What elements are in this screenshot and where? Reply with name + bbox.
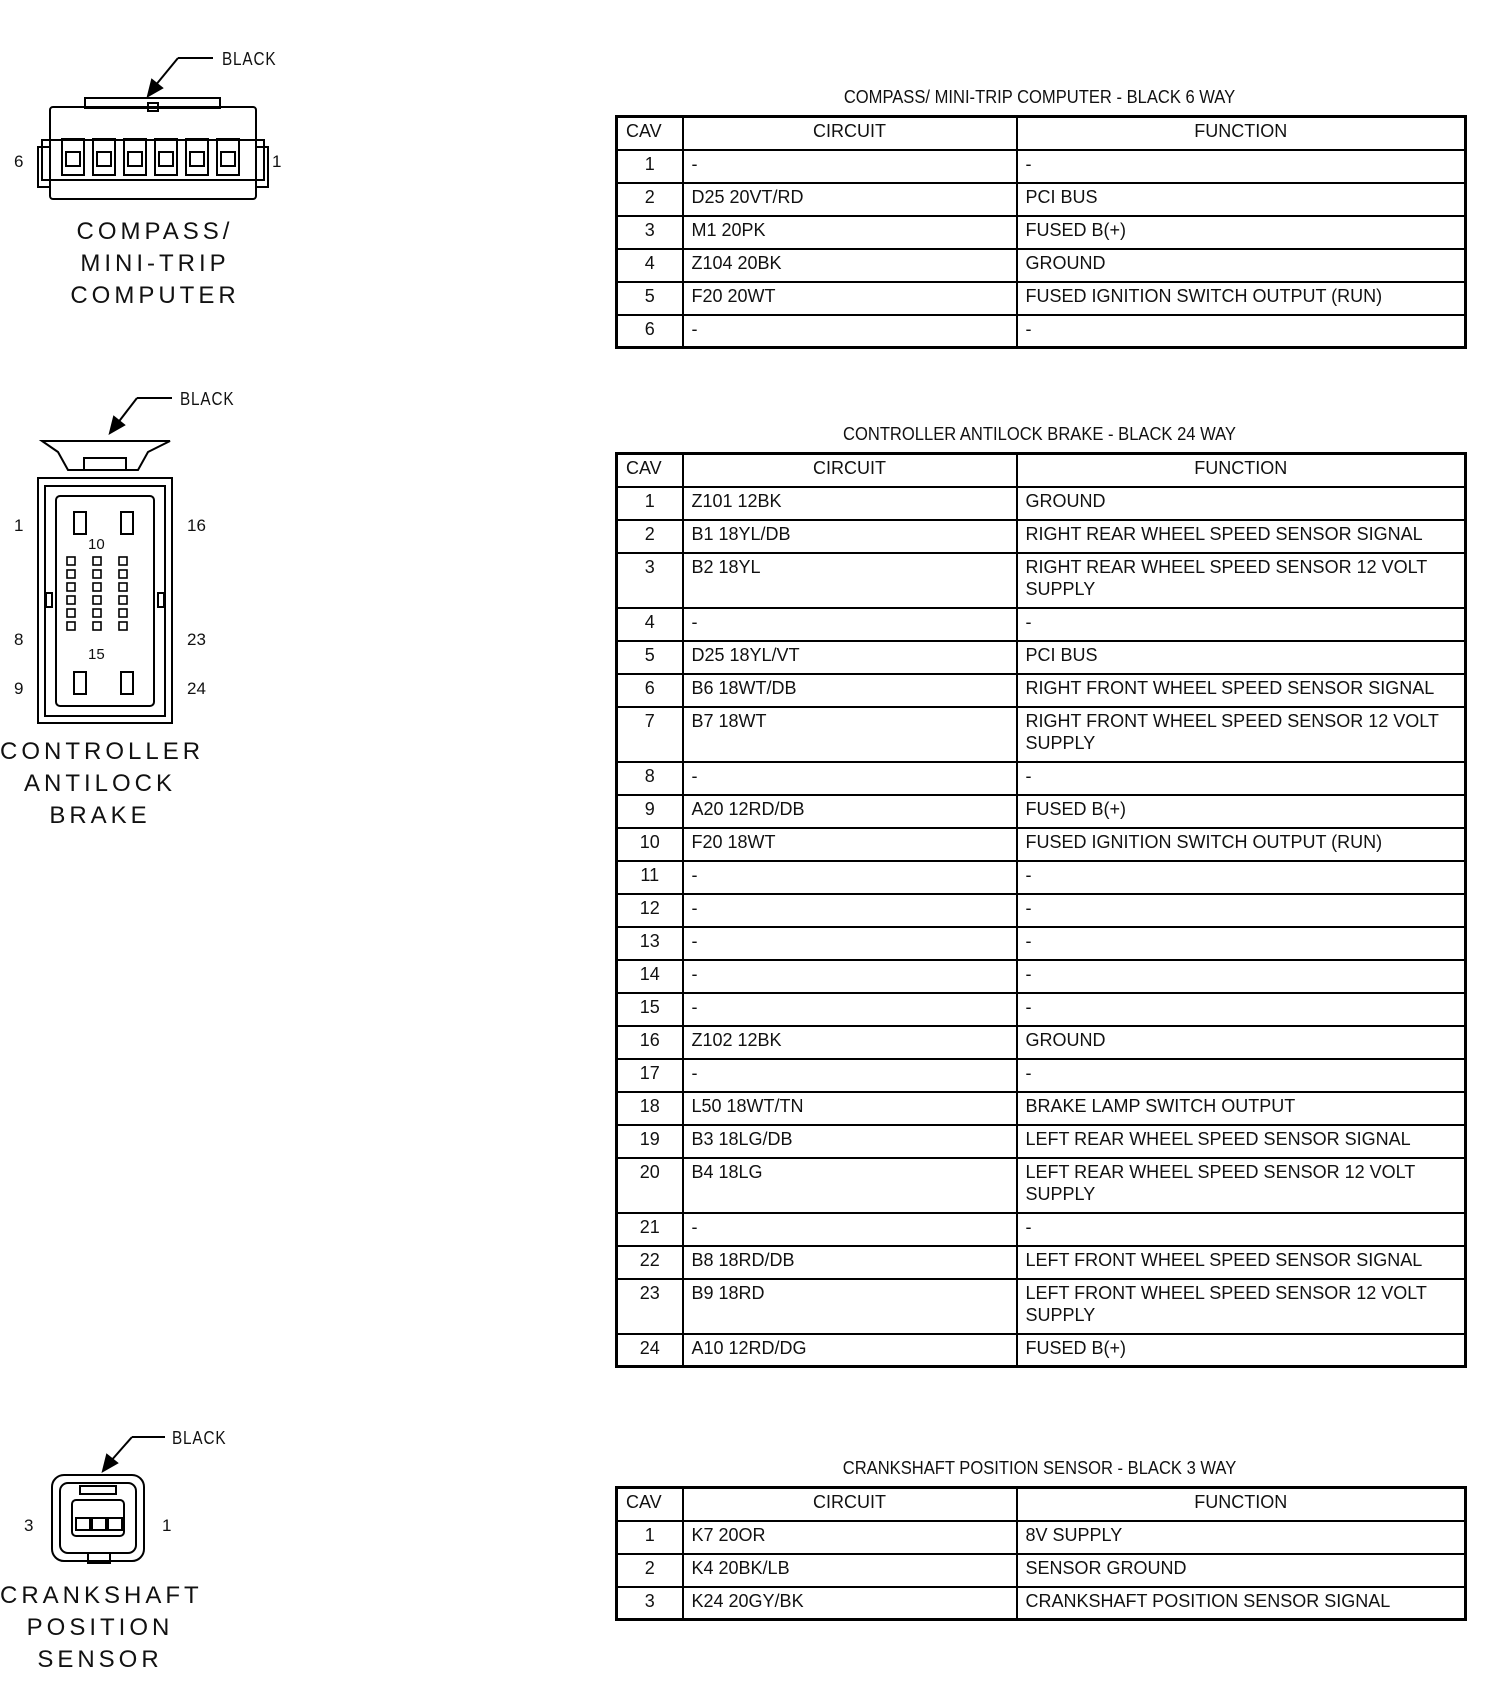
function-cell: -: [1017, 960, 1466, 993]
cav-cell: 19: [617, 1125, 683, 1158]
header-function: FUNCTION: [1017, 117, 1466, 150]
cav-cell: 3: [617, 1587, 683, 1620]
function-cell: LEFT FRONT WHEEL SPEED SENSOR SIGNAL: [1017, 1246, 1466, 1279]
function-cell: BRAKE LAMP SWITCH OUTPUT: [1017, 1092, 1466, 1125]
cav-cell: 2: [617, 1554, 683, 1587]
cav-cell: 2: [617, 520, 683, 553]
abs-connector-name: [0, 736, 205, 832]
circuit-cell: B1 18YL/DB: [683, 520, 1017, 553]
crank-connector-name: [0, 1580, 203, 1676]
function-cell: -: [1017, 762, 1466, 795]
cav-cell: 4: [617, 249, 683, 282]
table-row: [617, 641, 1466, 674]
abs-pin-10-label: 10: [88, 536, 105, 553]
function-cell: -: [1017, 150, 1466, 183]
function-cell: FUSED B(+): [1017, 216, 1466, 249]
function-cell: -: [1017, 1059, 1466, 1092]
table-row: [617, 1092, 1466, 1125]
table-row: [617, 993, 1466, 1026]
abs-pin-24-label: 24: [187, 679, 206, 698]
abs-pin-16-label: 16: [187, 516, 206, 535]
cav-cell: 10: [617, 828, 683, 861]
table-row: [617, 1158, 1466, 1213]
header-circuit: CIRCUIT: [683, 454, 1017, 487]
table-row: [617, 707, 1466, 762]
table-row: [617, 1587, 1466, 1620]
cav-cell: 24: [617, 1334, 683, 1367]
table-row: [617, 960, 1466, 993]
table-header-row: [617, 117, 1466, 150]
cav-cell: 6: [617, 674, 683, 707]
crank-color-label: BLACK: [172, 1428, 227, 1448]
table-row: [617, 608, 1466, 641]
function-cell: GROUND: [1017, 249, 1466, 282]
circuit-cell: -: [683, 993, 1017, 1026]
table-row: [617, 520, 1466, 553]
cav-cell: 4: [617, 608, 683, 641]
circuit-cell: B8 18RD/DB: [683, 1246, 1017, 1279]
header-cav: CAV: [617, 454, 683, 487]
function-cell: RIGHT REAR WHEEL SPEED SENSOR SIGNAL: [1017, 520, 1466, 553]
connector-name-line: COMPUTER: [70, 282, 240, 309]
circuit-cell: -: [683, 927, 1017, 960]
header-cav: CAV: [617, 1488, 683, 1521]
function-cell: LEFT REAR WHEEL SPEED SENSOR SIGNAL: [1017, 1125, 1466, 1158]
function-cell: RIGHT FRONT WHEEL SPEED SENSOR SIGNAL: [1017, 674, 1466, 707]
table-row: [617, 553, 1466, 608]
circuit-cell: B9 18RD: [683, 1279, 1017, 1334]
function-cell: -: [1017, 608, 1466, 641]
crank-connector-icon: [52, 1437, 165, 1563]
circuit-cell: B3 18LG/DB: [683, 1125, 1017, 1158]
circuit-cell: M1 20PK: [683, 216, 1017, 249]
function-cell: PCI BUS: [1017, 641, 1466, 674]
cav-cell: 22: [617, 1246, 683, 1279]
circuit-cell: -: [683, 608, 1017, 641]
compass-pin-left-label: 6: [14, 152, 24, 171]
crank-table-title: CRANKSHAFT POSITION SENSOR - BLACK 3 WAY: [842, 1458, 1237, 1478]
cav-cell: 1: [617, 1521, 683, 1554]
connector-name-line: POSITION: [26, 1614, 174, 1641]
connector-name-line: MINI-TRIP: [80, 250, 230, 277]
crank-pinout-table: [615, 1486, 1467, 1621]
cav-cell: 11: [617, 861, 683, 894]
circuit-cell: B2 18YL: [683, 553, 1017, 608]
crank-pin-right-label: 1: [162, 1516, 172, 1535]
header-function: FUNCTION: [1017, 454, 1466, 487]
abs-pinout-table: [615, 452, 1467, 1368]
table-row: [617, 795, 1466, 828]
compass-connector-name: [40, 216, 270, 312]
table-header-row: [617, 1488, 1466, 1521]
circuit-cell: -: [683, 960, 1017, 993]
circuit-cell: K7 20OR: [683, 1521, 1017, 1554]
abs-pin-23-label: 23: [187, 630, 206, 649]
abs-table-title: CONTROLLER ANTILOCK BRAKE - BLACK 24 WAY: [843, 424, 1236, 444]
table-row: [617, 183, 1466, 216]
function-cell: 8V SUPPLY: [1017, 1521, 1466, 1554]
connector-name-line: SENSOR: [37, 1646, 163, 1673]
circuit-cell: L50 18WT/TN: [683, 1092, 1017, 1125]
cav-cell: 17: [617, 1059, 683, 1092]
table-row: [617, 1213, 1466, 1246]
header-circuit: CIRCUIT: [683, 117, 1017, 150]
function-cell: -: [1017, 927, 1466, 960]
function-cell: FUSED IGNITION SWITCH OUTPUT (RUN): [1017, 282, 1466, 315]
function-cell: RIGHT FRONT WHEEL SPEED SENSOR 12 VOLT SUPPLY: [1017, 707, 1466, 762]
table-row: [617, 249, 1466, 282]
header-cav: CAV: [617, 117, 683, 150]
table-row: [617, 1554, 1466, 1587]
function-cell: FUSED IGNITION SWITCH OUTPUT (RUN): [1017, 828, 1466, 861]
circuit-cell: K24 20GY/BK: [683, 1587, 1017, 1620]
cav-cell: 13: [617, 927, 683, 960]
table-row: [617, 150, 1466, 183]
circuit-cell: Z104 20BK: [683, 249, 1017, 282]
circuit-cell: D25 20VT/RD: [683, 183, 1017, 216]
cav-cell: 1: [617, 150, 683, 183]
circuit-cell: -: [683, 762, 1017, 795]
function-cell: LEFT FRONT WHEEL SPEED SENSOR 12 VOLT SUPPLY: [1017, 1279, 1466, 1334]
circuit-cell: -: [683, 861, 1017, 894]
compass-pinout-table: [615, 115, 1467, 349]
circuit-cell: F20 18WT: [683, 828, 1017, 861]
cav-cell: 15: [617, 993, 683, 1026]
abs-pin-8-label: 8: [14, 630, 24, 649]
function-cell: -: [1017, 894, 1466, 927]
abs-pin-9-label: 9: [14, 679, 24, 698]
circuit-cell: -: [683, 894, 1017, 927]
function-cell: GROUND: [1017, 487, 1466, 520]
function-cell: SENSOR GROUND: [1017, 1554, 1466, 1587]
circuit-cell: A10 12RD/DG: [683, 1334, 1017, 1367]
circuit-cell: -: [683, 1213, 1017, 1246]
circuit-cell: Z102 12BK: [683, 1026, 1017, 1059]
function-cell: -: [1017, 1213, 1466, 1246]
compass-color-label: BLACK: [222, 49, 277, 69]
circuit-cell: -: [683, 150, 1017, 183]
table-row: [617, 828, 1466, 861]
table-row: [617, 927, 1466, 960]
table-row: [617, 894, 1466, 927]
circuit-cell: K4 20BK/LB: [683, 1554, 1017, 1587]
circuit-cell: B4 18LG: [683, 1158, 1017, 1213]
table-row: [617, 1246, 1466, 1279]
circuit-cell: -: [683, 315, 1017, 348]
abs-color-label: BLACK: [180, 389, 235, 409]
function-cell: RIGHT REAR WHEEL SPEED SENSOR 12 VOLT SUPPLY: [1017, 553, 1466, 608]
function-cell: -: [1017, 861, 1466, 894]
cav-cell: 6: [617, 315, 683, 348]
header-circuit: CIRCUIT: [683, 1488, 1017, 1521]
cav-cell: 1: [617, 487, 683, 520]
connector-name-line: COMPASS/: [76, 218, 234, 245]
function-cell: LEFT REAR WHEEL SPEED SENSOR 12 VOLT SUPPLY: [1017, 1158, 1466, 1213]
crank-pin-left-label: 3: [24, 1516, 34, 1535]
table-row: [617, 315, 1466, 348]
connector-name-line: CONTROLLER: [0, 738, 205, 765]
table-row: [617, 674, 1466, 707]
connector-name-line: BRAKE: [49, 802, 151, 829]
cav-cell: 9: [617, 795, 683, 828]
connector-name-line: ANTILOCK: [23, 770, 177, 797]
abs-pin-15-label: 15: [88, 646, 105, 663]
cav-cell: 21: [617, 1213, 683, 1246]
connector-name-line: CRANKSHAFT: [0, 1582, 203, 1609]
abs-connector-icon: [38, 398, 172, 723]
cav-cell: 8: [617, 762, 683, 795]
cav-cell: 5: [617, 282, 683, 315]
circuit-cell: B7 18WT: [683, 707, 1017, 762]
table-row: [617, 762, 1466, 795]
table-row: [617, 1059, 1466, 1092]
cav-cell: 18: [617, 1092, 683, 1125]
cav-cell: 3: [617, 216, 683, 249]
function-cell: PCI BUS: [1017, 183, 1466, 216]
compass-connector-icon: [38, 58, 268, 199]
compass-pin-right-label: 1: [272, 152, 282, 171]
circuit-cell: D25 18YL/VT: [683, 641, 1017, 674]
function-cell: GROUND: [1017, 1026, 1466, 1059]
function-cell: CRANKSHAFT POSITION SENSOR SIGNAL: [1017, 1587, 1466, 1620]
table-row: [617, 861, 1466, 894]
cav-cell: 12: [617, 894, 683, 927]
table-row: [617, 487, 1466, 520]
table-row: [617, 1279, 1466, 1334]
table-row: [617, 282, 1466, 315]
cav-cell: 3: [617, 553, 683, 608]
cav-cell: 20: [617, 1158, 683, 1213]
cav-cell: 2: [617, 183, 683, 216]
header-function: FUNCTION: [1017, 1488, 1466, 1521]
function-cell: -: [1017, 315, 1466, 348]
cav-cell: 5: [617, 641, 683, 674]
circuit-cell: B6 18WT/DB: [683, 674, 1017, 707]
circuit-cell: Z101 12BK: [683, 487, 1017, 520]
table-row: [617, 1125, 1466, 1158]
circuit-cell: A20 12RD/DB: [683, 795, 1017, 828]
cav-cell: 7: [617, 707, 683, 762]
cav-cell: 16: [617, 1026, 683, 1059]
table-row: [617, 1334, 1466, 1367]
circuit-cell: F20 20WT: [683, 282, 1017, 315]
table-row: [617, 216, 1466, 249]
compass-table-title: COMPASS/ MINI-TRIP COMPUTER - BLACK 6 WAY: [843, 87, 1236, 107]
function-cell: -: [1017, 993, 1466, 1026]
circuit-cell: -: [683, 1059, 1017, 1092]
function-cell: FUSED B(+): [1017, 1334, 1466, 1367]
table-row: [617, 1026, 1466, 1059]
function-cell: FUSED B(+): [1017, 795, 1466, 828]
cav-cell: 14: [617, 960, 683, 993]
table-row: [617, 1521, 1466, 1554]
cav-cell: 23: [617, 1279, 683, 1334]
table-header-row: [617, 454, 1466, 487]
abs-pin-1-label: 1: [14, 516, 24, 535]
